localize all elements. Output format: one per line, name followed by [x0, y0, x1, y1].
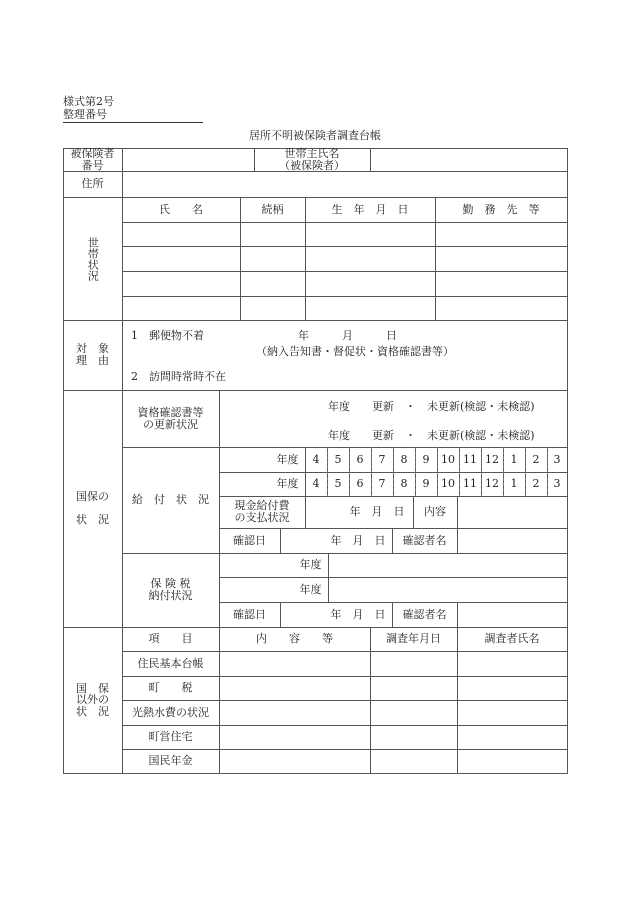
household-cell[interactable]	[435, 246, 568, 272]
address-label: 住所	[63, 171, 123, 198]
month-cell[interactable]: 11	[459, 472, 482, 497]
tax-payment-label: 保 険 税 納付状況	[122, 553, 220, 628]
household-status-label	[63, 197, 123, 321]
form-title: 居所不明被保険者調査台帳	[249, 129, 381, 142]
tax-year-2-field[interactable]	[328, 577, 568, 603]
month-cell[interactable]: 3	[547, 447, 568, 473]
col-survey-date: 調査年月日	[370, 627, 458, 652]
month-cell[interactable]: 7	[371, 472, 394, 497]
survey-date-cell[interactable]	[370, 725, 458, 750]
benefit-confirm-date[interactable]: 年 月 日	[280, 528, 393, 554]
month-cell[interactable]: 10	[437, 447, 460, 473]
cash-benefit-label: 現金給付費 の支払状況	[219, 496, 306, 529]
col-surveyor: 調査者氏名	[457, 627, 568, 652]
month-cell[interactable]: 9	[415, 447, 438, 473]
household-cell[interactable]	[435, 271, 568, 297]
cert-update-line-2: 年度 更新 ・ 未更新(検認・未検認)	[328, 429, 535, 442]
reason-item-absent: 2 訪問時常時不在	[131, 370, 226, 383]
surveyor-cell[interactable]	[457, 700, 568, 726]
tax-year-2: 年度	[219, 577, 329, 603]
survey-date-cell[interactable]	[370, 749, 458, 774]
month-cell[interactable]: 6	[349, 447, 372, 473]
surveyor-cell[interactable]	[457, 725, 568, 750]
household-cell[interactable]	[122, 296, 241, 321]
content-cell[interactable]	[219, 676, 371, 701]
item-national-pension: 国民年金	[122, 749, 220, 774]
col-birthdate: 生 年 月 日	[305, 197, 436, 223]
household-cell[interactable]	[305, 296, 436, 321]
month-cell[interactable]: 1	[503, 472, 526, 497]
household-head-field[interactable]	[370, 148, 568, 172]
month-cell[interactable]: 4	[305, 472, 328, 497]
household-head-label: 世帯主氏名 （被保険者）	[254, 148, 371, 172]
benefit-status-label: 給 付 状 況	[122, 447, 220, 554]
cash-benefit-content-label: 内容	[413, 496, 458, 529]
household-cell[interactable]	[305, 222, 436, 247]
item-resident-register: 住民基本台帳	[122, 651, 220, 677]
household-cell[interactable]	[122, 246, 241, 272]
cert-update-line-1: 年度 更新 ・ 未更新(検認・未検認)	[328, 400, 535, 413]
item-utilities: 光熱水費の状況	[122, 700, 220, 726]
household-cell[interactable]	[435, 296, 568, 321]
survey-date-cell[interactable]	[370, 676, 458, 701]
kokuho-status-label: 国保の 状 況	[63, 390, 123, 628]
insured-number-field[interactable]	[122, 148, 255, 172]
month-cell[interactable]: 5	[327, 472, 350, 497]
col-workplace: 勤 務 先 等	[435, 197, 568, 223]
month-cell[interactable]: 7	[371, 447, 394, 473]
address-field[interactable]	[122, 171, 568, 198]
survey-date-cell[interactable]	[370, 651, 458, 677]
surveyor-cell[interactable]	[457, 651, 568, 677]
reason-note: （納入告知書・督促状・資格確認書等）	[256, 345, 454, 358]
month-cell[interactable]: 8	[393, 472, 416, 497]
month-cell[interactable]: 12	[481, 472, 504, 497]
month-cell[interactable]: 12	[481, 447, 504, 473]
month-cell[interactable]: 6	[349, 472, 372, 497]
tax-confirm-date-label: 確認日	[219, 602, 281, 628]
household-cell[interactable]	[122, 271, 241, 297]
content-cell[interactable]	[219, 700, 371, 726]
benefit-year-2: 年度	[219, 472, 306, 497]
household-cell[interactable]	[305, 246, 436, 272]
content-cell[interactable]	[219, 651, 371, 677]
household-cell[interactable]	[305, 271, 436, 297]
household-cell[interactable]	[240, 296, 306, 321]
tax-confirmer-field[interactable]	[457, 602, 568, 628]
tax-year-1: 年度	[219, 553, 329, 578]
reason-label: 対 象 理 由	[63, 320, 123, 391]
benefit-confirmer-field[interactable]	[457, 528, 568, 554]
content-cell[interactable]	[219, 725, 371, 750]
month-cell[interactable]: 1	[503, 447, 526, 473]
col-relation: 続柄	[240, 197, 306, 223]
month-cell[interactable]: 2	[525, 447, 548, 473]
benefit-confirm-date-label: 確認日	[219, 528, 281, 554]
col-item: 項 目	[122, 627, 220, 652]
cash-benefit-date[interactable]: 年 月 日	[305, 496, 414, 529]
month-cell[interactable]: 5	[327, 447, 350, 473]
col-content: 内 容 等	[219, 627, 371, 652]
reason-item-mail: 1 郵便物不着	[131, 329, 204, 342]
month-cell[interactable]: 8	[393, 447, 416, 473]
tax-confirm-date[interactable]: 年 月 日	[280, 602, 393, 628]
month-cell[interactable]: 2	[525, 472, 548, 497]
household-cell[interactable]	[240, 271, 306, 297]
item-town-housing: 町営住宅	[122, 725, 220, 750]
household-cell[interactable]	[122, 222, 241, 247]
month-cell[interactable]: 3	[547, 472, 568, 497]
reference-number-label: 整理番号	[63, 106, 203, 123]
month-cell[interactable]: 9	[415, 472, 438, 497]
household-status-text: 世帯状況	[86, 236, 100, 281]
other-status-label: 国 保 以外の 状 況	[63, 627, 123, 774]
household-cell[interactable]	[435, 222, 568, 247]
tax-year-1-field[interactable]	[328, 553, 568, 578]
item-town-tax: 町 税	[122, 676, 220, 701]
benefit-year-1: 年度	[219, 447, 306, 473]
reason-date: 年 月 日	[298, 329, 397, 342]
benefit-confirmer-label: 確認者名	[392, 528, 458, 554]
surveyor-cell[interactable]	[457, 676, 568, 701]
month-cell[interactable]: 11	[459, 447, 482, 473]
survey-date-cell[interactable]	[370, 700, 458, 726]
household-cell[interactable]	[240, 246, 306, 272]
tax-confirmer-label: 確認者名	[392, 602, 458, 628]
insured-number-label: 被保険者 番号	[63, 148, 123, 172]
surveyor-cell[interactable]	[457, 749, 568, 774]
cert-update-label: 資格確認書等 の更新状況	[122, 390, 220, 448]
col-name: 氏 名	[122, 197, 241, 223]
cash-benefit-content-field[interactable]	[457, 496, 568, 529]
month-cell[interactable]: 4	[305, 447, 328, 473]
household-cell[interactable]	[240, 222, 306, 247]
content-cell[interactable]	[219, 749, 371, 774]
month-cell[interactable]: 10	[437, 472, 460, 497]
form-number: 様式第2号	[63, 95, 114, 108]
